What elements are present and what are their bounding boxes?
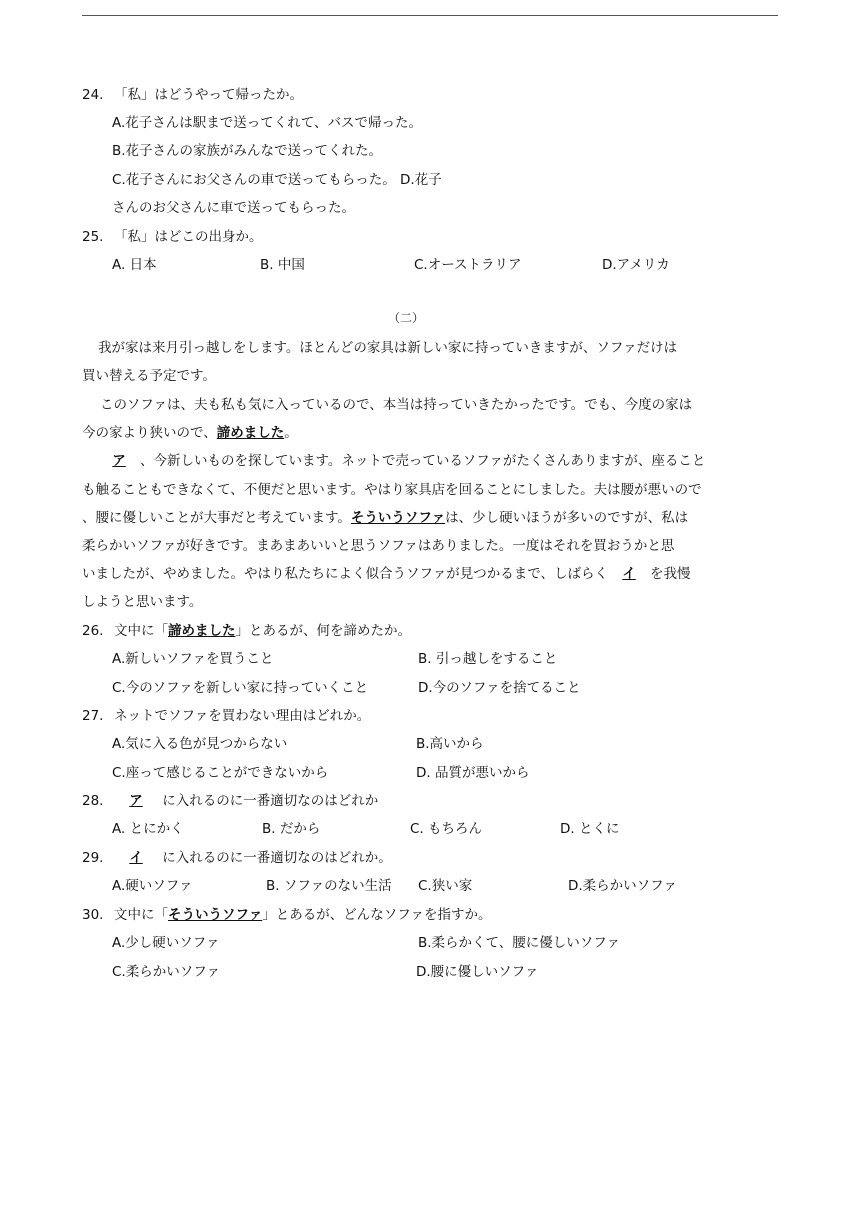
question-number: 26. xyxy=(82,623,104,639)
q29-option-b: B. ソファのない生活 xyxy=(266,878,392,894)
q25-option-b: B. 中国 xyxy=(260,257,305,273)
keyword-akiramemashita: 諦めました xyxy=(216,425,285,441)
q24-option-c: C.花子さんにお父さんの車で送ってもらった。 xyxy=(112,172,396,188)
passage-text: 。 xyxy=(284,425,298,441)
question-text: 「私」はどこの出身か。 xyxy=(114,229,263,245)
passage-p1-line2: 買い替える予定です。 xyxy=(82,368,216,384)
q25-option-c: C.オーストラリア xyxy=(414,257,522,273)
q28-option-d: D. とくに xyxy=(560,821,620,837)
question-text: に入れるのに一番適切なのはどれか。 xyxy=(162,850,392,866)
q27-option-d: D. 品質が悪いから xyxy=(416,765,530,781)
section-title: （二） xyxy=(387,311,424,325)
question-text: 文中に「 xyxy=(114,623,168,639)
q24-option-c-d xyxy=(112,171,812,189)
q28-option-c: C. もちろん xyxy=(410,821,483,837)
q28-option-a: A. とにかく xyxy=(112,821,184,837)
question-text: 」とあるが、何を諦めたか。 xyxy=(235,623,411,639)
q26-option-b: B. 引っ越しをすること xyxy=(418,651,558,667)
passage-p1-line1: 我が家は来月引っ越しをします。ほとんどの家具は新しい家に持っていきますが、ソファだけは xyxy=(98,340,678,356)
q24-option-d-start: D.花子 xyxy=(400,172,442,188)
question-number: 30. xyxy=(82,907,104,923)
q26-option-d: D.今のソファを捨てること xyxy=(418,680,581,696)
question-text: ネットでソファを買わない理由はどれか。 xyxy=(114,708,371,724)
passage-text: いましたが、やめました。やはり私たちによく似合うソファが見つかるまで、しばらく xyxy=(82,566,608,582)
q29-option-a: A.硬いソファ xyxy=(112,878,193,894)
q27-option-c: C.座って感じることができないから xyxy=(112,765,329,781)
q26-option-a: A.新しいソファを買うこと xyxy=(112,651,274,667)
question-text: 」とあるが、どんなソファを指すか。 xyxy=(262,907,492,923)
passage-text: は、少し硬いほうが多いのですが、私は xyxy=(445,510,689,526)
q29-option-c: C.狭い家 xyxy=(418,878,473,894)
question-text: 文中に「 xyxy=(114,907,168,923)
blank-i: イ xyxy=(129,850,143,866)
blank-i: イ xyxy=(622,566,636,582)
question-text: に入れるのに一番適切なのはどれか xyxy=(162,793,379,809)
q25-option-a: A. 日本 xyxy=(112,257,157,273)
q24-option-d-end: さんのお父さんに車で送ってもらった。 xyxy=(112,200,355,216)
q30-option-c: C.柔らかいソファ xyxy=(112,964,220,980)
keyword-akiramemashita: 諦めました xyxy=(168,623,236,639)
question-29 xyxy=(82,849,782,867)
q24-option-b: B.花子さんの家族がみんなで送ってくれた。 xyxy=(112,143,383,159)
q30-option-d: D.腰に優しいソファ xyxy=(416,964,539,980)
passage-text: 今の家より狭いので、 xyxy=(82,425,217,441)
passage-p3-line6: しようと思います。 xyxy=(82,594,203,610)
q30-option-a: A.少し硬いソファ xyxy=(112,935,220,951)
passage-p3-line4: 柔らかいソファが好きです。まあまあいいと思うソファはありました。一度はそれを買おうかと思 xyxy=(82,538,675,554)
passage-p2-line1: このソファは、夫も私も気に入っているので、本当は持っていきたかったです。でも、今度の家は xyxy=(100,397,693,413)
question-27 xyxy=(82,707,782,725)
header-rule xyxy=(82,15,778,16)
question-number: 29. xyxy=(82,850,104,866)
question-30 xyxy=(82,906,782,924)
passage-text: 、今新しいものを探しています。ネットで売っているソファがたくさんありますが、座ること xyxy=(140,453,706,469)
q28-option-b: B. だから xyxy=(262,821,321,837)
question-number: 27. xyxy=(82,708,104,724)
passage-text: 、腰に優しいことが大事だと考えています。 xyxy=(82,510,351,526)
q27-option-b: B.高いから xyxy=(416,736,484,752)
blank-a: ア xyxy=(129,793,143,809)
question-number: 25. xyxy=(82,229,104,245)
q29-option-d: D.柔らかいソファ xyxy=(568,878,677,894)
passage-text: を我慢 xyxy=(649,566,691,582)
question-26 xyxy=(82,622,782,640)
question-25 xyxy=(82,228,782,246)
q25-option-d: D.アメリカ xyxy=(602,257,670,273)
q27-option-a: A.気に入る色が見つからない xyxy=(112,736,288,752)
q30-option-b: B.柔らかくて、腰に優しいソファ xyxy=(418,935,621,951)
question-28 xyxy=(82,792,782,810)
q24-option-a: A.花子さんは駅まで送ってくれて、バスで帰った。 xyxy=(112,115,423,131)
question-24 xyxy=(82,86,782,104)
passage-p3-line2: も触ることもできなくて、不便だと思います。やはり家具店を回ることにしました。夫は腰が悪いので xyxy=(82,482,702,498)
passage-p3-line3 xyxy=(82,509,782,527)
question-number: 28. xyxy=(82,793,104,809)
keyword-souiusofa: そういうソファ xyxy=(350,510,446,526)
passage-p3-line5 xyxy=(82,565,782,583)
q26-option-c: C.今のソファを新しい家に持っていくこと xyxy=(112,680,369,696)
question-number: 24. xyxy=(82,87,104,103)
question-text: 「私」はどうやって帰ったか。 xyxy=(114,87,303,103)
passage-p3-line1 xyxy=(98,452,798,470)
blank-a: ア xyxy=(112,453,126,469)
passage-p2-line2 xyxy=(82,424,782,442)
keyword-souiusofa: そういうソファ xyxy=(168,907,263,923)
